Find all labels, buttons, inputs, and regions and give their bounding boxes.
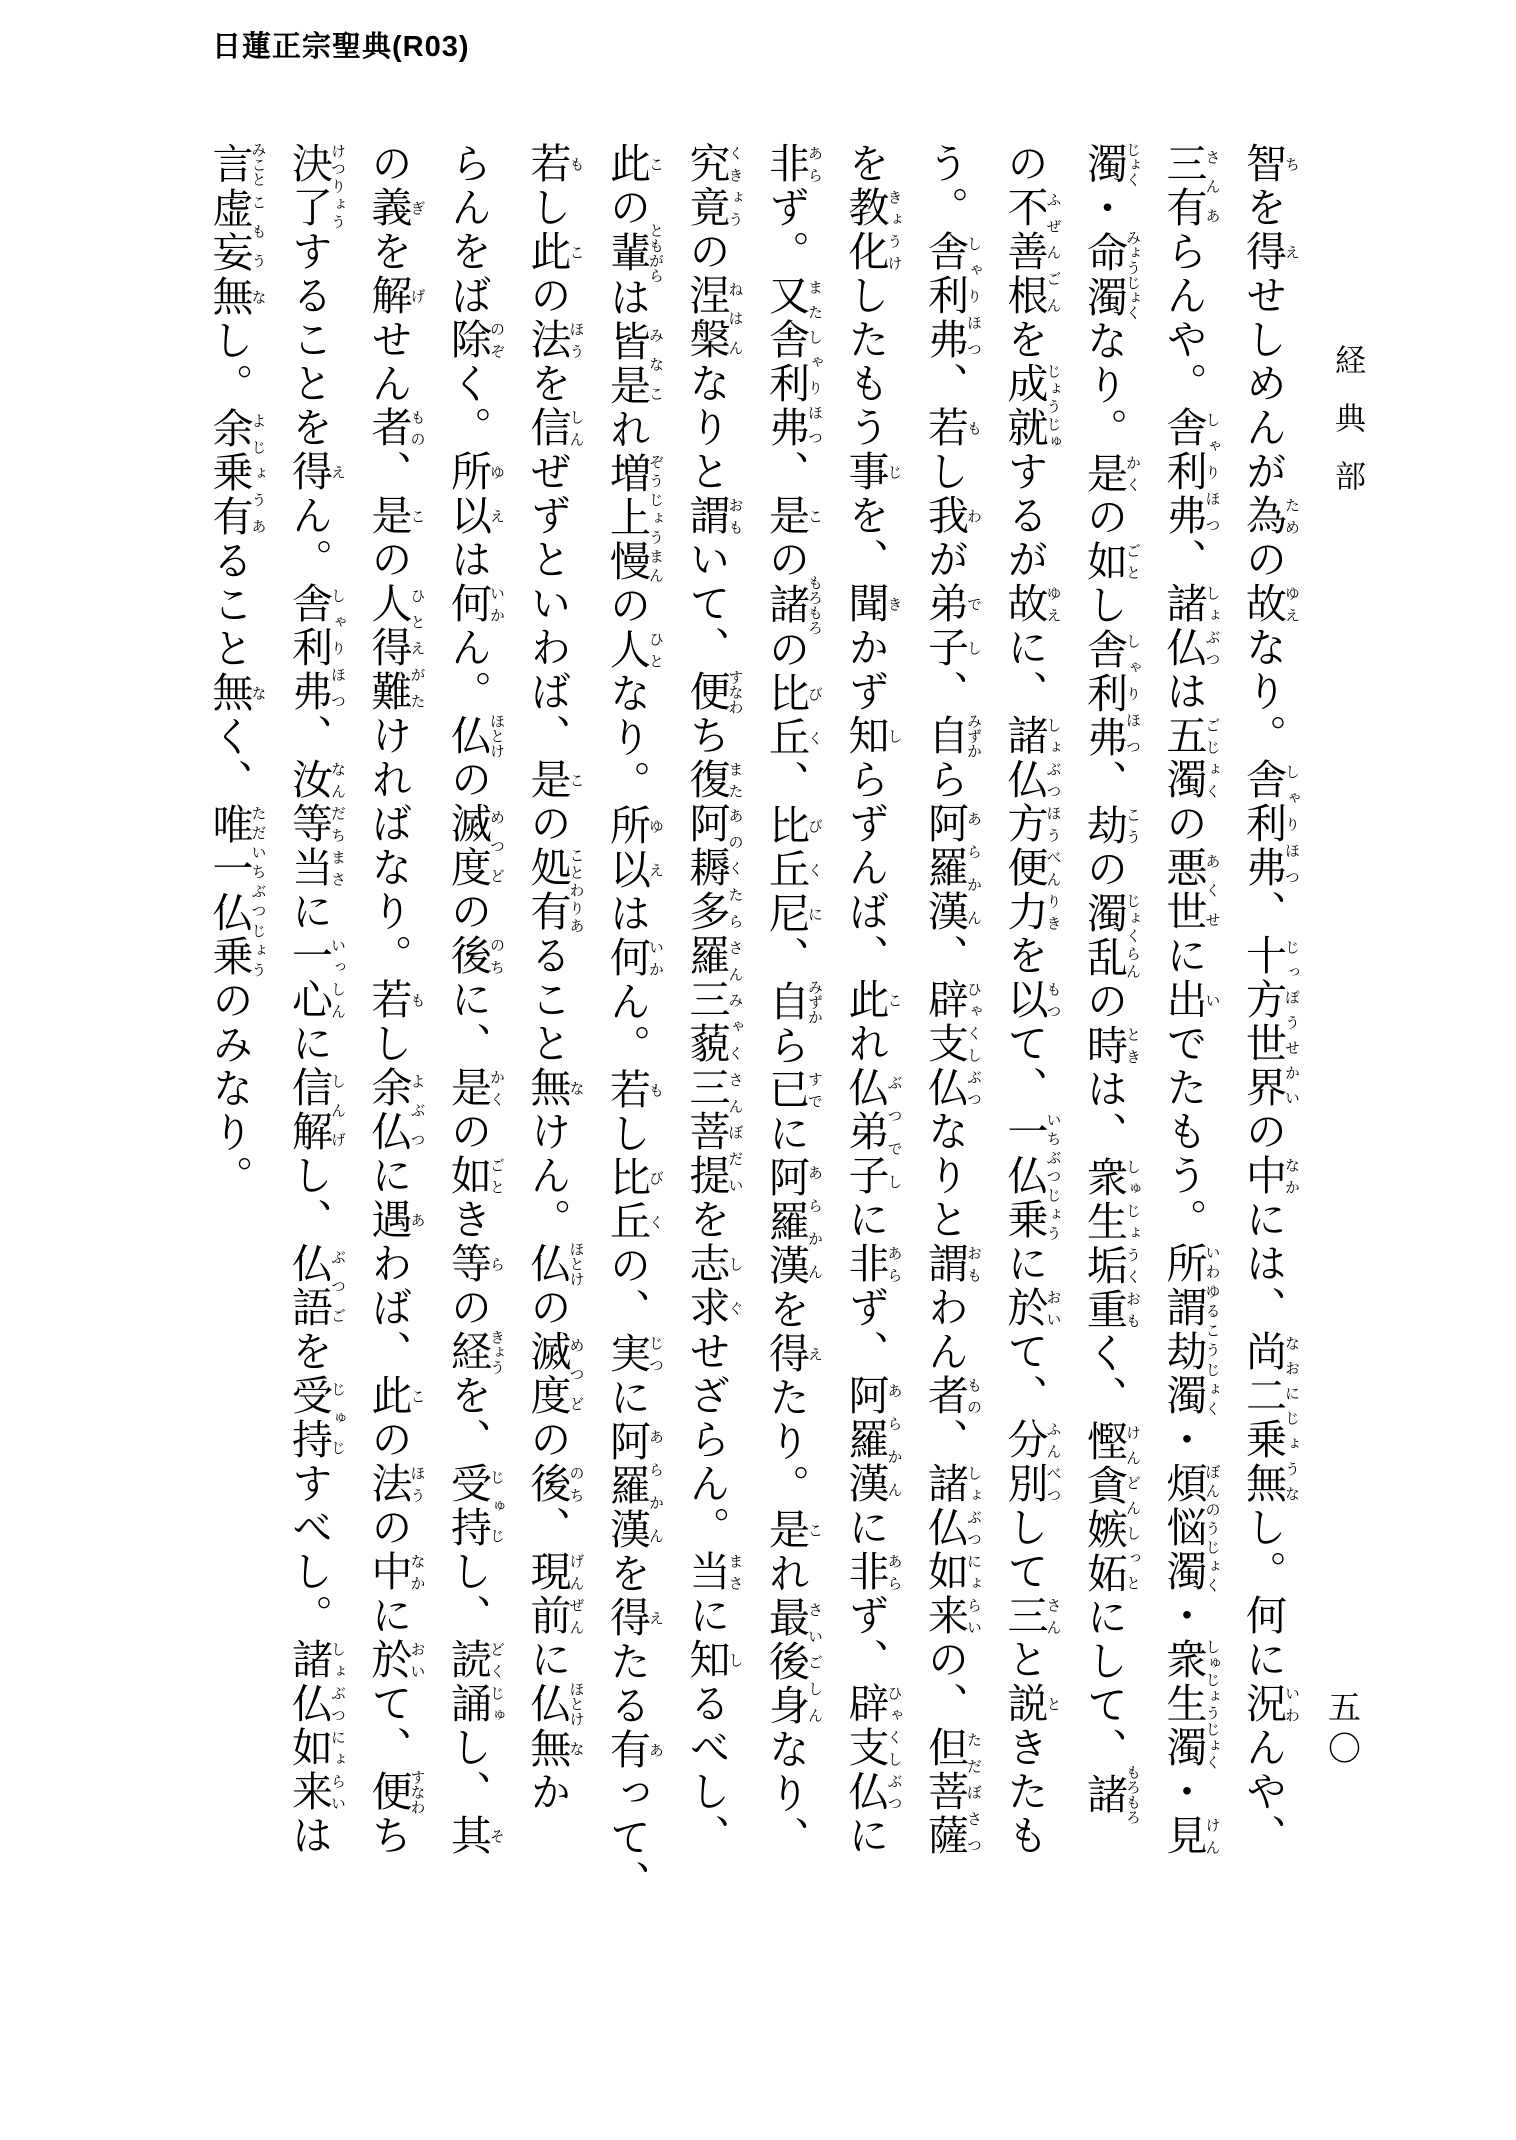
ruby-annotated-text: 煩悩濁ぼんのうじょく	[1159, 1462, 1222, 1594]
ruby-annotated-text: 後のち	[444, 934, 506, 978]
ruby-annotated-text: 諸仏方便力しょぶつほうべんりき	[1000, 714, 1063, 934]
ruby-annotated-text: 説と	[1000, 1682, 1063, 1726]
ruby-annotated-text: 信しん	[523, 406, 586, 450]
ruby-annotated-text: 我わ	[921, 494, 983, 538]
ruby-annotated-text: 無な	[523, 1726, 586, 1771]
ruby-annotated-text: 便すなわ	[682, 669, 745, 715]
ruby-annotated-text: 所以ゆえ	[603, 804, 665, 892]
ruby-annotated-text: 衆生垢重しゅじょうくおも	[1080, 1155, 1142, 1332]
ruby-annotated-text: 教化きょうけ	[841, 186, 904, 274]
ruby-annotated-text: 遇あ	[364, 1198, 427, 1242]
ruby-annotated-text: 若も	[523, 142, 586, 186]
ruby-annotated-text: 一心いっしん	[285, 934, 347, 1022]
ruby-annotated-text: 何いか	[603, 936, 665, 980]
ruby-annotated-text: 経きょう	[444, 1329, 506, 1375]
ruby-annotated-text: 三さん	[1000, 1594, 1063, 1638]
ruby-annotated-text: 知し	[841, 714, 904, 758]
ruby-annotated-text: 汝等当なんだちまさ	[285, 758, 347, 890]
ruby-annotated-text: 得え	[1239, 230, 1301, 274]
ruby-annotated-text: 輩ともがら	[603, 223, 665, 283]
ruby-annotated-text: 智ち	[1239, 142, 1301, 186]
ruby-annotated-text: 時とき	[1080, 1023, 1142, 1068]
ruby-annotated-text: 比丘びく	[762, 672, 824, 760]
ruby-annotated-text: 已すで	[762, 1068, 824, 1112]
ruby-annotated-text: 滅度めつど	[444, 802, 506, 890]
text-column: 三有さんあらんや。舎利弗しゃりほつ、諸仏しょぶつは五濁ごじょくの悪世あくせに出いでたもう。所謂劫濁いわゆるこうじょく・煩悩濁ぼんのうじょく・衆生濁しゅじょうじょく・見けん	[1159, 142, 1222, 1858]
ruby-annotated-text: 又舎利弗またしゃりほつ	[762, 274, 824, 450]
ruby-annotated-text: 十方世界じっぽうせかい	[1239, 934, 1301, 1110]
book-title: 日蓮正宗聖典(R03)	[212, 31, 470, 63]
text-column: 此この輩ともがらは皆是みなこれ増上慢ぞうじょうまんの人ひとなり。所以ゆえは何いかん。若もし比丘びくの、実じつに阿羅漢あらかんを得えたる有あって、	[603, 142, 665, 1904]
page-number: 五〇	[1323, 1690, 1362, 1772]
ruby-annotated-text: 為ため	[1239, 494, 1301, 538]
ruby-annotated-text: 舎利弗しゃりほつ	[285, 582, 347, 714]
ruby-annotated-text: 謂おも	[682, 494, 745, 538]
ruby-annotated-text: 悪世あくせ	[1159, 846, 1222, 934]
ruby-annotated-text: 聞き	[841, 582, 904, 626]
ruby-annotated-text: 諸もろもろ	[1080, 1764, 1142, 1825]
ruby-annotated-text: 除のぞ	[444, 318, 506, 362]
ruby-annotated-text: 仏弟子ぶつでし	[841, 1066, 904, 1198]
ruby-annotated-text: 是かく	[444, 1066, 506, 1110]
ruby-annotated-text: 義ぎ	[364, 186, 427, 230]
ruby-annotated-text: 得え	[762, 1332, 824, 1376]
ruby-annotated-text: 仏ほとけ	[523, 1241, 586, 1287]
ruby-annotated-text: 者もの	[921, 1374, 983, 1418]
ruby-annotated-text: 人得難ひとえがた	[364, 582, 427, 714]
ruby-annotated-text: 志求しぐ	[682, 1242, 745, 1330]
ruby-annotated-text: 濁じょく	[1080, 142, 1142, 187]
ruby-annotated-text: 濁乱じょくらん	[1080, 891, 1142, 980]
ruby-annotated-text: 於おい	[364, 1638, 427, 1682]
ruby-annotated-text: 是こ	[523, 758, 586, 802]
ruby-annotated-text: 舎利弗しゃりほつ	[1239, 758, 1301, 890]
ruby-annotated-text: 人ひと	[603, 628, 665, 672]
ruby-annotated-text: 故ゆえ	[1000, 582, 1063, 626]
ruby-annotated-text: 者もの	[364, 406, 427, 450]
ruby-annotated-text: 尚二乗無なおにじょうな	[1239, 1330, 1301, 1506]
ruby-annotated-text: 解げ	[364, 274, 427, 318]
ruby-annotated-text: 一仏乗いちぶつじょう	[1000, 1110, 1063, 1242]
ruby-annotated-text: 阿羅漢あらかん	[603, 1420, 665, 1552]
ruby-annotated-text: 但菩薩ただぼさつ	[921, 1726, 983, 1858]
ruby-annotated-text: 舎利弗しゃりほつ	[1159, 406, 1222, 538]
ruby-annotated-text: 虚妄こもう	[205, 187, 268, 275]
ruby-annotated-text: 非あら	[841, 1242, 904, 1286]
ruby-annotated-text: 受持じゅじ	[444, 1462, 506, 1550]
ruby-annotated-text: 五濁ごじょく	[1159, 714, 1222, 802]
text-column: う。舎利弗しゃりほつ、若もし我わが弟子でし、自みずから阿羅漢あらかん、辟支仏ひゃくしぶつなりと謂おもわん者もの、諸仏如来しょぶつにょらいの、但菩薩ただぼさつ	[921, 142, 983, 1858]
ruby-annotated-text: 後のち	[523, 1462, 586, 1506]
ruby-annotated-text: 此こ	[603, 142, 665, 186]
text-column: 究竟くきょうの涅槃ねはんなりと謂おもいて、便すなわち復また阿耨多羅三藐三菩提あのくたらさんみゃくさんぼだいを志求しぐせざらん。当まさに知しるべし、	[682, 142, 745, 1858]
ruby-annotated-text: 唯一仏乗ただいちぶつじょう	[205, 803, 268, 979]
text-column: 若もし此この法ほうを信しんぜずといわば、是この処有ことわりあること無なけん。仏ほとけの滅度めつどの後のち、現前げんぜんに仏ほとけ無なか	[523, 142, 586, 1815]
ruby-annotated-text: 阿羅漢あらかん	[762, 1156, 824, 1288]
ruby-annotated-text: 処有ことわりあ	[523, 846, 586, 934]
ruby-annotated-text: 若も	[921, 406, 983, 450]
ruby-annotated-text: 命濁みょうじょく	[1080, 230, 1142, 320]
ruby-annotated-text: 余仏よぶつ	[364, 1066, 427, 1154]
text-column: を教化きょうけしたもう事じを、聞きかず知しらずんば、此これ仏弟子ぶつでしに非あらず、阿羅漢あらかんに非あらず、辟支仏ひゃくしぶつに	[841, 142, 904, 1858]
ruby-annotated-text: 是こ	[364, 494, 427, 538]
ruby-annotated-text: 此こ	[523, 230, 586, 274]
ruby-annotated-text: 諸仏如来しょぶつにょらい	[921, 1462, 983, 1638]
ruby-annotated-text: 成就じょうじゅ	[1000, 362, 1063, 450]
ruby-annotated-text: 辟支仏ひゃくしぶつ	[841, 1682, 904, 1814]
ruby-annotated-text: 諸もろもろ	[762, 575, 824, 635]
ruby-annotated-text: 舎利弗しゃりほつ	[921, 230, 983, 362]
ruby-annotated-text: 不善根ふぜんごん	[1000, 186, 1063, 318]
ruby-annotated-text: 是こ	[762, 1508, 824, 1552]
ruby-annotated-text: 見けん	[1159, 1814, 1222, 1858]
ruby-annotated-text: 究竟くきょう	[682, 142, 745, 230]
ruby-annotated-text: 非あら	[841, 1550, 904, 1594]
ruby-annotated-text: 無な	[205, 671, 268, 715]
ruby-annotated-text: 是かく	[1080, 451, 1142, 496]
ruby-annotated-text: 出い	[1159, 978, 1222, 1022]
ruby-annotated-text: 得え	[603, 1596, 665, 1640]
ruby-annotated-text: 分別ふんべつ	[1000, 1418, 1063, 1506]
ruby-annotated-text: 無な	[523, 1066, 586, 1110]
ruby-annotated-text: 以もつ	[1000, 978, 1063, 1022]
sutra-text	[188, 142, 1302, 2037]
ruby-annotated-text: 阿羅漢あらかん	[841, 1374, 904, 1506]
ruby-annotated-text: 衆生濁しゅじょうじょく	[1159, 1638, 1222, 1770]
ruby-annotated-text: 若も	[364, 978, 427, 1022]
ruby-annotated-text: 言みこと	[205, 142, 268, 187]
ruby-annotated-text: 若も	[603, 1068, 665, 1112]
ruby-annotated-text: 故ゆえ	[1239, 582, 1301, 626]
ruby-annotated-text: 於おい	[1000, 1286, 1063, 1330]
ruby-annotated-text: 読誦どくじゅ	[444, 1638, 506, 1726]
section-label: 経典部	[1329, 344, 1365, 518]
ruby-annotated-text: 慳貪嫉妬けんどんしっと	[1080, 1419, 1142, 1596]
text-column: の不善根ふぜんごんを成就じょうじゅするが故ゆえに、諸仏方便力しょぶつほうべんりきを以もつて、一仏乗いちぶつじょうに於おいて、分別ふんべつして三さんと説ときたも	[1000, 142, 1063, 1858]
ruby-annotated-text: 法ほう	[523, 318, 586, 362]
text-column: 決了けつりょうすることを得えん。舎利弗しゃりほつ、汝等当なんだちまさに一心いっしんに信解しんげし、仏語ぶつごを受持じゅじすべし。諸仏如来しょぶつにょらいは	[285, 142, 347, 1858]
ruby-annotated-text: 無な	[205, 275, 268, 319]
ruby-annotated-text: 非あら	[762, 142, 824, 186]
ruby-annotated-text: 当まさ	[682, 1550, 745, 1594]
ruby-annotated-text: 最後身さいごしん	[762, 1596, 824, 1728]
ruby-annotated-text: 決了けつりょう	[285, 142, 347, 230]
ruby-annotated-text: 諸仏如来しょぶつにょらい	[285, 1638, 347, 1814]
ruby-annotated-text: 諸仏しょぶつ	[1159, 582, 1222, 670]
ruby-annotated-text: 比丘尼びくに	[762, 804, 824, 936]
ruby-annotated-text: 有あ	[603, 1728, 665, 1772]
ruby-annotated-text: 中なか	[364, 1550, 427, 1594]
ruby-annotated-text: 得え	[285, 450, 347, 494]
ruby-annotated-text: 皆是みなこ	[603, 320, 665, 408]
ruby-annotated-text: 舎利弗しゃりほつ	[1080, 627, 1142, 760]
ruby-annotated-text: 現前げんぜん	[523, 1550, 586, 1638]
ruby-annotated-text: 如ごと	[1080, 539, 1142, 584]
ruby-annotated-text: 増上慢ぞうじょうまん	[603, 452, 665, 584]
ruby-annotated-text: 便すなわ	[364, 1769, 427, 1815]
ruby-annotated-text: 知し	[682, 1638, 745, 1682]
text-column: 非あらず。又舎利弗またしゃりほつ、是この諸もろもろの比丘びく、比丘尼びくに、自みずから已すでに阿羅漢あらかんを得えたり。是これ最後身さいごしんなり、	[762, 142, 824, 1860]
ruby-annotated-text: 謂おも	[921, 1242, 983, 1286]
ruby-annotated-text: 三有さんあ	[1159, 142, 1222, 230]
ruby-annotated-text: 此こ	[841, 978, 904, 1022]
ruby-annotated-text: 法ほう	[364, 1462, 427, 1506]
ruby-annotated-text: 何いか	[444, 582, 506, 626]
ruby-annotated-text: 中なか	[1239, 1154, 1301, 1198]
ruby-annotated-text: 辟支仏ひゃくしぶつ	[921, 978, 983, 1110]
ruby-annotated-text: 阿耨多羅三藐三菩提あのくたらさんみゃくさんぼだい	[682, 802, 745, 1198]
ruby-annotated-text: 受持じゅじ	[285, 1374, 347, 1462]
ruby-annotated-text: 所以ゆえ	[444, 450, 506, 538]
text-column: らんをば除のぞく。所以ゆえは何いかん。仏ほとけの滅度めつどの後のちに、是かくの如ごとき等らの経きょうを、受持じゅじし、読誦どくじゅし、其そ	[444, 142, 506, 1858]
ruby-annotated-text: 此こ	[364, 1374, 427, 1418]
text-column: 濁じょく・命濁みょうじょくなり。是かくの如ごとし舎利弗しゃりほつ、劫こうの濁乱じょくらんの時ときは、衆生垢重しゅじょうくおもく、慳貪嫉妬けんどんしっとにして、諸もろもろ	[1080, 142, 1142, 1825]
ruby-annotated-text: 実じつ	[603, 1332, 665, 1376]
ruby-annotated-text: 況いわ	[1239, 1682, 1301, 1726]
ruby-annotated-text: 自みずか	[921, 713, 983, 759]
ruby-annotated-text: 仏ほとけ	[444, 713, 506, 759]
ruby-annotated-text: 阿羅漢あらかん	[921, 802, 983, 934]
ruby-annotated-text: 是こ	[762, 494, 824, 538]
ruby-annotated-text: 涅槃ねはん	[682, 274, 745, 362]
ruby-annotated-text: 其そ	[444, 1814, 506, 1858]
ruby-annotated-text: 等ら	[444, 1242, 506, 1286]
ruby-annotated-text: 所謂劫濁いわゆるこうじょく	[1159, 1242, 1222, 1418]
ruby-annotated-text: 滅度めつど	[523, 1330, 586, 1418]
ruby-annotated-text: 弟子でし	[921, 582, 983, 670]
ruby-annotated-text: 余乗有よじょうあ	[205, 407, 268, 539]
ruby-annotated-text: 仏ほとけ	[523, 1681, 586, 1727]
text-column: 言みこと虚妄こもう無なし。余乗有よじょうあること無なく、唯一仏乗ただいちぶつじょうのみなり。	[205, 142, 268, 1199]
ruby-annotated-text: 比丘びく	[603, 1156, 665, 1244]
text-column: の義ぎを解げせん者もの、是この人得難ひとえがたければなり。若もし余仏よぶつに遇あわば、此この法ほうの中なかに於おいて、便すなわち	[364, 142, 427, 1858]
ruby-annotated-text: 如ごと	[444, 1154, 506, 1198]
ruby-annotated-text: 劫こう	[1080, 803, 1142, 848]
ruby-annotated-text: 事じ	[841, 450, 904, 494]
text-column: 智ちを得えせしめんが為ための故ゆえなり。舎利弗しゃりほつ、十方世界じっぽうせかいの中なかには、尚二乗無なおにじょうなし。何に況いわんや、	[1239, 142, 1301, 1858]
ruby-annotated-text: 信解しんげ	[285, 1066, 347, 1154]
ruby-annotated-text: 仏語ぶつご	[285, 1242, 347, 1330]
ruby-annotated-text: 自みずか	[762, 979, 824, 1025]
ruby-annotated-text: 復また	[682, 758, 745, 802]
